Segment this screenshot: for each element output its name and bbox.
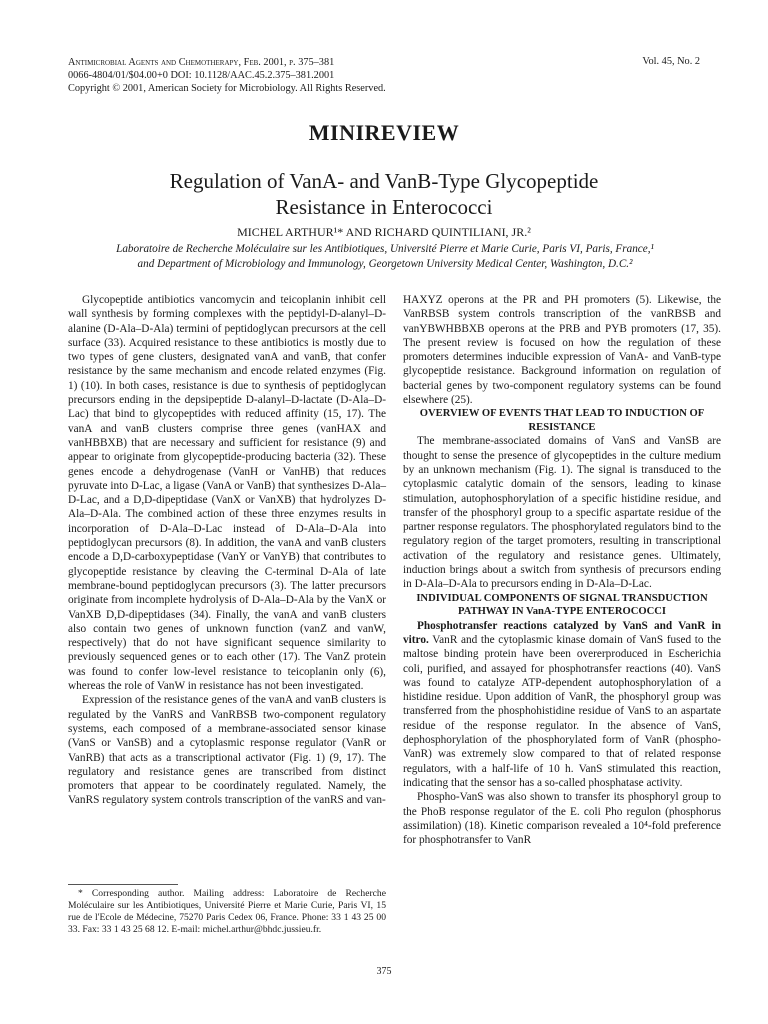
author-list: MICHEL ARTHUR¹* AND RICHARD QUINTILIANI, JR.² [237,225,531,239]
continued-paragraph: HAXYZ operons at the PR and PH promoters (5). Likewise, the VanRBSB system controls transcription of the vanRBSB and vanYBWHBBXB operons at the PRB and PYB promoters (17, 35). The present review is focused on how the regulation of these promoters determines inducible expression of VanA- and VanB-type glycopeptide resistance. Background information on regulation of bacterial genes by two-component regulatory systems can be found elsewhere (25). [403,294,721,407]
overview-paragraph: The membrane-associated domains of VanS and VanSB are thought to sense the presence of glycopeptides in the culture medium by an unknown mechanism (Fig. 1). The signal is transduced to the cytoplasmic catalytic domain of the sensors, leading to kinase stimulation, autophosphorylation of a specific histidine residue, and transfer of the phosphoryl group to a specific aspartate residue of the partner response regulators. The phosphorylated regulators bind to the regulatory region of the target promoters, resulting in transcriptional activation of the regulatory and resistance genes. Ultimately, induction brings about a switch from synthesis of precursors ending in D-Ala–D-Ala to precursors ending in D-Ala–D-Lac. [403,435,721,591]
title-line-1: Regulation of VanA- and VanB-Type Glycopeptide [169,169,599,193]
running-header [68,56,386,95]
intro-paragraph-1: Glycopeptide antibiotics vancomycin and teicoplanin inhibit cell wall synthesis by forming complexes with the peptidyl-D-alanyl–D-alanine (D-Ala–D-Ala) termini of peptidoglycan precursors at the cell surface (33). Acquired resistance to these antibiotics is mostly due to two types of gene clusters, designated vanA and vanB, that confer resistance by the same mechanism and encode related enzymes (Fig. 1) (10). In both cases, resistance is due to synthesis of peptidoglycan precursors ending in the depsipeptide D-alanyl–D-lactate (D-Ala–D-Lac) that bind to glycopeptides with reduced affinity (15, 17). The vanA and vanB clusters comprise three genes (vanHAX and vanHBBXB) that are necessary and sufficient for resistance (9) and appear to originate from glycopeptide-producing bacteria (32). These genes encode a dehydrogenase (VanH or VanHB) that reduces pyruvate into D-Lac, a ligase (VanA or VanB) that synthesizes D-Ala–D-Lac, and a D,D-dipeptidase (VanX or VanXB) that hydrolyzes D-Ala–D-Ala. The combined action of these three enzymes results in incorporation of D-Ala–D-Lac instead of D-Ala–D-Ala into peptidoglycan precursors (8). In addition, the vanA and vanB clusters encode a D,D-carboxypeptidase (VanY or VanYB) that contributes to glycopeptide resistance by cleaving the C-terminal D-Ala of late membrane-bound peptidoglycan precursors (3). The latter precursors originate from incomplete hydrolysis of D-Ala–D-Ala by the VanX or VanXB D,D-dipeptidases (34). Finally, the vanA and vanB clusters also contain two genes of unknown function (vanZ and vanW, respectively) that do not have significant sequence similarity to previously sequenced genes or to each other (17). The VanZ protein was found to confer low-level resistance to teicoplanin only (6), whereas the role of VanW in resistance has not been investigated. [68,294,386,693]
section-label: MINIREVIEW [308,120,460,145]
column-left [68,293,386,808]
journal-citation: Antimicrobial Agents and Chemotherapy, Feb. 2001, p. 375–381 [68,57,335,68]
section-heading-overview: OVERVIEW OF EVENTS THAT LEAD TO INDUCTION OF RESISTANCE [419,408,705,433]
issn-doi: 0066-4804/01/$04.00+0 DOI: 10.1128/AAC.45.2.375–381.2001 [68,70,335,81]
affiliations [90,242,680,272]
subsection-heading: Phosphotransfer reactions catalyzed by VanS and VanR in vitro. [403,619,721,646]
phosphotransfer-text: VanR and the cytoplasmic kinase domain of VanS fused to the maltose binding protein have been overerproduced in Escherichia coli, purified, and assayed for phosphotransfer reactions (40). VanS was found to catalyze ATP-dependent autophosphorylation of a histidine residue. Upon addition of VanR, the phosphoryl group was transferred from the phosphohistidine residue of VanS to an aspartate residue of the response regulator. In the absence of VanS, dephosphorylation of the phosphorylated form of VanR (phospho-VanR) was extremely slow compared to that of related response regulators, with a half-life of 10 h. VanS stimulated this reaction, indicating that the sensor has a so-called phosphatase activity. [403,633,721,789]
copyright-line: Copyright © 2001, American Society for Microbiology. All Rights Reserved. [68,83,386,94]
title-line-2: Resistance in Enterococci [275,195,493,219]
volume-issue: Vol. 45, No. 2 [642,56,700,67]
column-right [403,293,721,847]
section-heading-components: INDIVIDUAL COMPONENTS OF SIGNAL TRANSDUCTION PATHWAY IN VanA-TYPE ENTEROCOCCI [416,592,708,618]
phospho-vans-paragraph: Phospho-VanS was also shown to transfer its phosphoryl group to the PhoB response regulator of the E. coli Pho regulon (phosphorus assimilation) (18). Kinetic comparison revealed a 10⁴-fold preference for phosphotransfer to VanR [403,791,721,847]
affiliation-1: Laboratoire de Recherche Moléculaire sur les Antibiotiques, Université Pierre et Marie Curie, Paris VI, Paris, France,¹ [116,243,654,255]
footnote-divider [68,884,178,885]
affiliation-2: and Department of Microbiology and Immunology, Georgetown University Medical Center, Washington, D.C.² [137,258,633,270]
phosphotransfer-paragraph [403,619,721,791]
page-number: 375 [376,966,392,977]
intro-paragraph-2: Expression of the resistance genes of the vanA and vanB clusters is regulated by the VanRS and VanRBSB two-component regulatory systems, each composed of a membrane-associated sensor kinase (VanS or VanSB) and a cytoplasmic response regulator (VanR or VanRB) that acts as a transcriptional activator (Fig. 1) (9, 17). The regulatory and resistance genes are transcribed from distinct promoters that appear to be coordinately regulated. Namely, the VanRS regulatory system controls transcription of the vanRS and van- [68,694,386,807]
article-title [84,168,684,220]
corresponding-author-footnote: * Corresponding author. Mailing address: Laboratoire de Recherche Moléculaire sur les Antibiotiques, Université Pierre et Marie Curie, Paris VI, 15 rue de l'Ecole de Médecine, 75270 Paris Cedex 06, France. Phone: 33 1 43 25 00 33. Fax: 33 1 43 25 68 12. E-mail: michel.arthur@bhdc.jussieu.fr. [68,888,386,935]
